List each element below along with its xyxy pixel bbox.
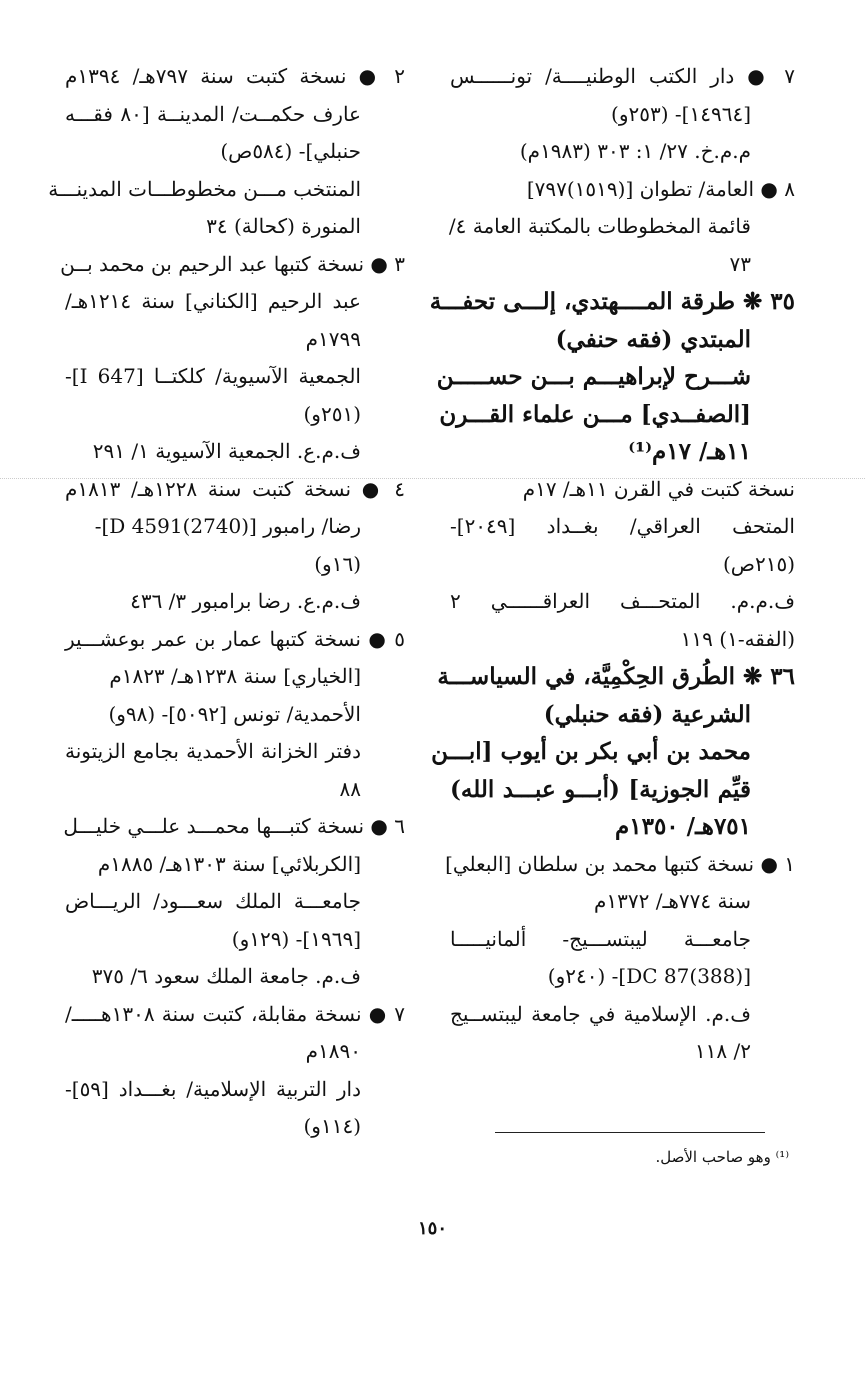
left-column-line: ف.م.ع. الجمعية الآسيوية ١/ ٢٩١ xyxy=(92,439,361,463)
left-column-line: ٢ ● نسخة كتبت سنة ٧٩٧هـ/ ١٣٩٤م xyxy=(65,64,405,88)
right-column-line: ف.م. الإسلامية في جامعة ليبتســيج xyxy=(450,1001,751,1026)
footnote-divider xyxy=(495,1132,765,1133)
right-column xyxy=(429,58,795,1071)
right-column-line: ٧٣ xyxy=(729,251,751,276)
left-column-line: ٣ ● نسخة كتبها عبد الرحيم بن محمد بــن xyxy=(60,251,405,276)
right-column-line: (٢١٥ص) xyxy=(722,551,795,576)
right-column-line: سنة ٧٧٤هـ/ ١٣٧٢م xyxy=(594,889,751,913)
right-column-line: [الصفــدي] مـــن علماء القـــرن xyxy=(439,400,751,428)
footnote-text: ⁽¹⁾ وهو صاحب الأصل. xyxy=(655,1148,789,1166)
left-column-line: دار التربية الإسلامية/ بغـــداد [٥٩]- xyxy=(65,1076,361,1101)
right-column-line: قيِّم الجوزية] (أبـــو عبـــد الله) xyxy=(450,775,751,803)
right-column-line: ١ ● نسخة كتبها محمد بن سلطان [البعلي] xyxy=(445,851,795,876)
left-column-line: (١١٤و) xyxy=(303,1114,361,1138)
left-column-line: (٢٥١و) xyxy=(303,401,361,426)
right-column-line: محمد بن أبي بكر بن أيوب [ابـــن xyxy=(431,738,751,765)
left-column-line: رضا/ رامبور [D 4591(2740)]- xyxy=(94,514,361,538)
left-column-line: ف.م. جامعة الملك سعود ٦/ ٣٧٥ xyxy=(91,964,361,988)
left-column-line: حنبلي]- (٥٨٤ص) xyxy=(220,139,361,163)
right-column-line: نسخة كتبت في القرن ١١هـ/ ١٧م xyxy=(522,476,795,501)
right-column-line: ٨ ● العامة/ تطوان [(١٥١٩)٧٩٧] xyxy=(526,176,795,201)
right-column-line: ٢/ ١١٨ xyxy=(694,1039,751,1063)
left-column-line: عبد الرحيم [الكناني] سنة ١٢١٤هـ/ xyxy=(65,289,361,313)
page-number: ١٥٠ xyxy=(417,1218,447,1239)
right-column-line: المتحف العراقي/ بغــداد [٢٠٤٩]- xyxy=(450,514,795,538)
right-column-line: ١١هـ/ ١٧م⁽¹⁾ xyxy=(628,438,751,465)
right-column-line: م.م.خ. ٢٧/ ١: ٣٠٣ (١٩٨٣م) xyxy=(519,139,751,163)
left-column-line: المنورة (كحالة) ٣٤ xyxy=(206,214,361,238)
right-column-line: ٧٥١هـ/ ١٣٥٠م xyxy=(614,813,751,840)
left-column-line: [١٩٦٩]- (١٢٩و) xyxy=(231,926,361,951)
left-column-line: الأحمدية/ تونس [٥٠٩٢]- (٩٨و) xyxy=(108,701,361,726)
right-column-line: (الفقه-١) ١١٩ xyxy=(680,626,795,651)
left-column-line: ١٨٩٠م xyxy=(305,1039,361,1063)
left-column-line: الجمعية الآسيوية/ كلكتــا [I 647]- xyxy=(65,364,361,388)
left-column-line: [الخياري] سنة ١٢٣٨هـ/ ١٨٢٣م xyxy=(109,664,361,688)
right-column-line: ٣٥ ❋ طرقة المــــهتدي، إلـــى تحفـــة xyxy=(429,288,795,315)
right-column-line: [(388)DC 87]- (٢٤٠و) xyxy=(547,964,751,988)
left-column-line: جامعـــة الملك سعـــود/ الريـــاض xyxy=(65,889,361,913)
right-column-line: [١٤٩٦٤]- (٢٥٣و) xyxy=(611,101,751,126)
left-column-line: [الكربلائي] سنة ١٣٠٣هـ/ ١٨٨٥م xyxy=(97,851,361,876)
left-column-line: ٨٨ xyxy=(339,776,361,801)
right-column-line: قائمة المخطوطات بالمكتبة العامة ٤/ xyxy=(448,214,751,238)
left-column-line: المنتخب مـــن مخطوطـــات المدينـــة xyxy=(48,176,361,201)
left-column-line: ٥ ● نسخة كتبها عمار بن عمر بوعشـــير xyxy=(65,626,405,651)
left-column-line: ٤ ● نسخة كتبت سنة ١٢٢٨هـ/ ١٨١٣م xyxy=(65,476,405,501)
right-column-line: المبتدي (فقه حنفي) xyxy=(555,325,751,353)
left-column-line: (١٦و) xyxy=(314,551,361,576)
right-column-line: شـــرح لإبراهيـــم بـــن حســـــن xyxy=(436,363,751,390)
left-column-line: ٦ ● نسخة كتبـــها محمـــد علـــي خليـــل xyxy=(63,814,405,838)
right-column-line: ف.م.م. المتحـــف العراقــــــي ٢ xyxy=(450,589,795,613)
right-column-line: ٧ ● دار الكتب الوطنيــــة/ تونــــــس xyxy=(450,64,795,88)
right-column-line: ٣٦ ❋ الطُرق الحِكْمِيَّة، في السياســـة xyxy=(437,663,795,690)
left-column-line: عارف حكمــت/ المدينــة [٨٠ فقـــه xyxy=(65,101,361,126)
left-column xyxy=(48,58,405,1146)
left-column-line: ف.م.ع. رضا برامبور ٣/ ٤٣٦ xyxy=(130,589,361,613)
left-column-line: دفتر الخزانة الأحمدية بجامع الزيتونة xyxy=(65,739,361,763)
left-column-line: ١٧٩٩م xyxy=(305,326,361,351)
right-column-line: جامعـــة ليبتســـيج- ألمانيـــــا xyxy=(450,926,751,951)
right-column-line: الشرعية (فقه حنبلي) xyxy=(543,700,751,728)
left-column-line: ٧ ● نسخة مقابلة، كتبت سنة ١٣٠٨هـــــ/ xyxy=(65,1001,405,1026)
